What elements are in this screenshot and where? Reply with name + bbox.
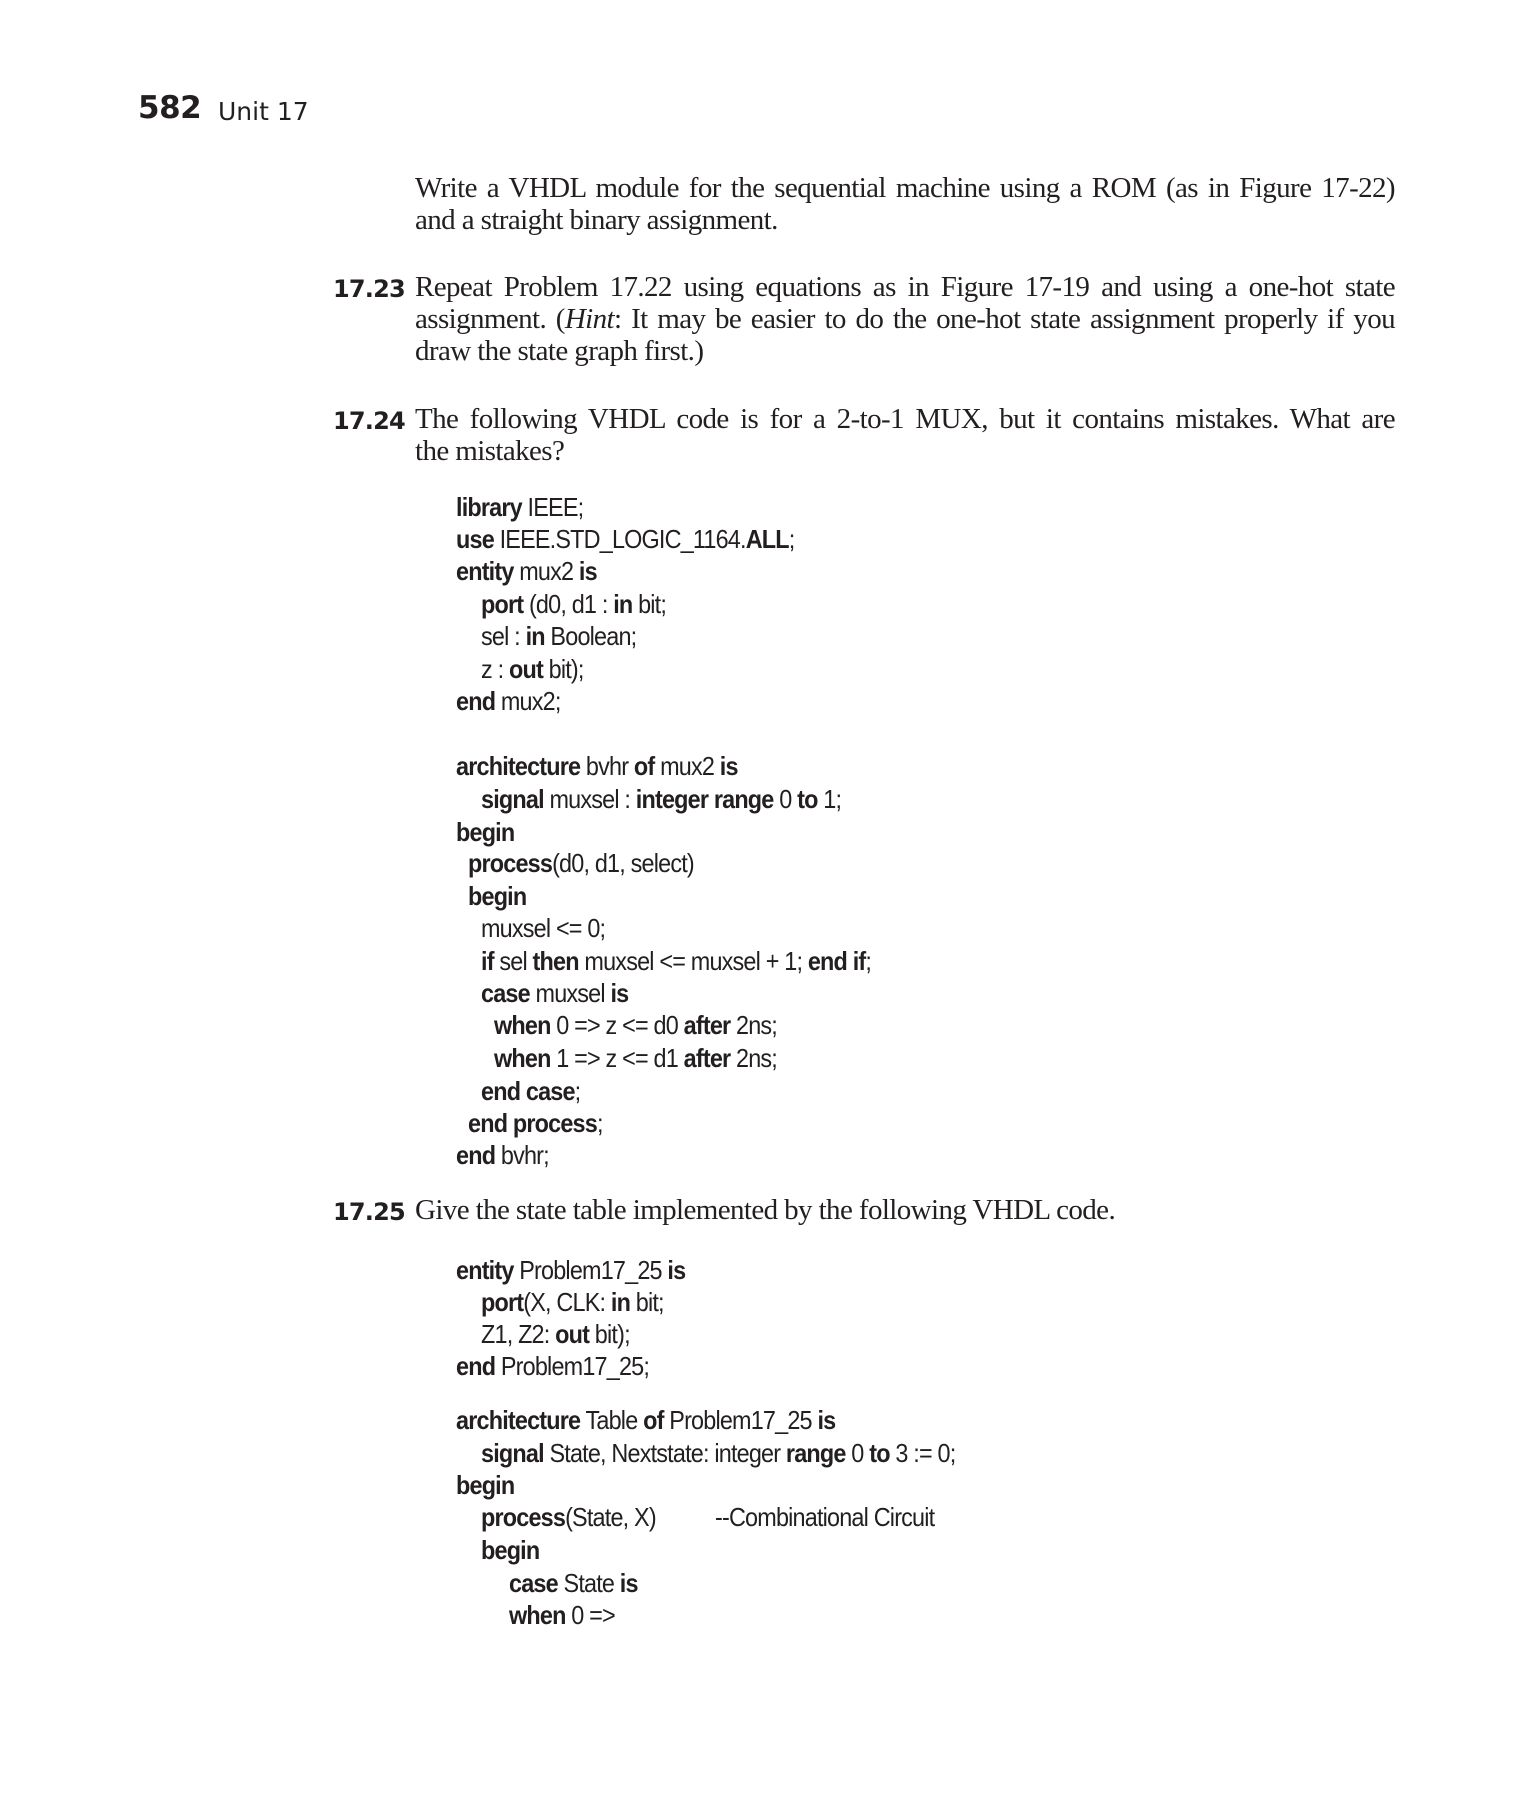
vhdl-keyword: is <box>619 1568 638 1598</box>
code-line: when 0 => z <= d0 after 2ns; <box>494 1010 778 1040</box>
code-line: end Problem17_25; <box>456 1351 650 1381</box>
problem-17-24-line-2: the mistakes? <box>415 435 565 467</box>
problem-17-23-line-2: assignment. (Hint: It may be easier to do the one-hot state assignment properly if you <box>415 303 1395 335</box>
vhdl-keyword: case <box>481 978 530 1008</box>
code-line: case muxsel is <box>481 978 629 1008</box>
code-line: use IEEE.STD_LOGIC_1164.ALL; <box>456 524 795 554</box>
vhdl-keyword: range <box>785 1438 846 1468</box>
code-line: signal State, Nextstate: integer range 0 to 3 := 0; <box>481 1438 956 1468</box>
vhdl-keyword: is <box>578 556 597 586</box>
code-line: z : out bit); <box>481 654 584 684</box>
code-line: Z1, Z2: out bit); <box>481 1319 630 1349</box>
code-line: signal muxsel : integer range 0 to 1; <box>481 784 842 814</box>
code-line: port (d0, d1 : in bit; <box>481 589 667 619</box>
vhdl-keyword: out <box>508 654 543 684</box>
code-line: entity mux2 is <box>456 556 597 586</box>
code-line: when 0 => <box>509 1600 615 1630</box>
vhdl-keyword: then <box>532 946 579 976</box>
vhdl-keyword: out <box>555 1319 590 1349</box>
vhdl-keyword: begin <box>456 1470 515 1500</box>
vhdl-keyword: end <box>456 1140 496 1170</box>
code-comment: --Combinational Circuit <box>715 1502 935 1532</box>
problem-number-17-25: 17.25 <box>333 1198 405 1226</box>
vhdl-keyword: begin <box>468 881 527 911</box>
vhdl-keyword: use <box>456 524 494 554</box>
problem-17-23-line-3: draw the state graph first.) <box>415 335 704 367</box>
problem-number-17-24: 17.24 <box>333 407 405 435</box>
code-line: when 1 => z <= d1 after 2ns; <box>494 1043 778 1073</box>
vhdl-keyword: in <box>610 1287 631 1317</box>
vhdl-keyword: is <box>667 1255 686 1285</box>
vhdl-keyword: entity <box>456 556 514 586</box>
intro-line-1: Write a VHDL module for the sequential machine using a ROM (as in Figure 17-22) <box>415 172 1395 204</box>
vhdl-keyword: integer range <box>635 784 774 814</box>
code-line: architecture Table of Problem17_25 is <box>456 1405 836 1435</box>
vhdl-keyword: begin <box>456 817 515 847</box>
code-line: muxsel <= 0; <box>481 913 606 943</box>
vhdl-keyword: process <box>468 848 553 878</box>
vhdl-keyword: signal <box>481 1438 544 1468</box>
vhdl-keyword: is <box>610 978 629 1008</box>
vhdl-keyword: of <box>643 1405 664 1435</box>
vhdl-keyword: architecture <box>456 751 581 781</box>
problem-17-25-line-1: Give the state table implemented by the following VHDL code. <box>415 1194 1116 1226</box>
vhdl-keyword: to <box>797 784 818 814</box>
vhdl-keyword: port <box>481 1287 524 1317</box>
code-line: end process; <box>468 1108 603 1138</box>
unit-label: Unit 17 <box>218 97 309 126</box>
vhdl-keyword: end if <box>807 946 866 976</box>
vhdl-keyword: to <box>869 1438 890 1468</box>
vhdl-keyword: in <box>525 621 545 651</box>
vhdl-keyword: entity <box>456 1255 514 1285</box>
code-line: if sel then muxsel <= muxsel + 1; end if; <box>481 946 872 976</box>
vhdl-keyword: is <box>817 1405 836 1435</box>
vhdl-keyword: if <box>481 946 494 976</box>
code-line: end bvhr; <box>456 1140 549 1170</box>
vhdl-keyword: library <box>456 492 522 522</box>
code-line: port(X, CLK: in bit; <box>481 1287 664 1317</box>
vhdl-keyword: end <box>456 686 496 716</box>
vhdl-keyword: when <box>494 1010 551 1040</box>
vhdl-keyword: process <box>481 1502 566 1532</box>
vhdl-keyword: after <box>683 1043 731 1073</box>
vhdl-keyword: end <box>456 1351 496 1381</box>
vhdl-keyword: in <box>613 589 633 619</box>
page-number: 582 <box>138 90 202 126</box>
vhdl-keyword: begin <box>481 1535 540 1565</box>
problem-17-24-line-1: The following VHDL code is for a 2-to-1 MUX, but it contains mistakes. What are <box>415 403 1395 435</box>
problem-17-23-line-1: Repeat Problem 17.22 using equations as in Figure 17-19 and using a one-hot state <box>415 271 1395 303</box>
code-line: process(d0, d1, select) <box>468 848 694 878</box>
hint-label: Hint <box>564 303 614 335</box>
problem-number-17-23: 17.23 <box>333 275 405 303</box>
vhdl-keyword: ALL <box>745 524 789 554</box>
code-line: end case; <box>481 1076 581 1106</box>
code-line <box>468 881 526 912</box>
vhdl-keyword: when <box>509 1600 566 1630</box>
code-line: process(State, X) <box>481 1502 656 1532</box>
code-line: sel : in Boolean; <box>481 621 637 651</box>
vhdl-keyword: after <box>683 1010 731 1040</box>
code-line: end mux2; <box>456 686 561 716</box>
vhdl-keyword: architecture <box>456 1405 581 1435</box>
code-line: library IEEE; <box>456 492 584 522</box>
vhdl-keyword: is <box>719 751 738 781</box>
vhdl-keyword: signal <box>481 784 544 814</box>
vhdl-keyword: end case <box>481 1076 575 1106</box>
code-line <box>456 1470 514 1501</box>
code-line: entity Problem17_25 is <box>456 1255 686 1285</box>
vhdl-keyword: of <box>633 751 655 781</box>
intro-line-2: and a straight binary assignment. <box>415 204 778 236</box>
code-line: architecture bvhr of mux2 is <box>456 751 738 781</box>
code-line <box>481 1535 539 1566</box>
vhdl-keyword: when <box>494 1043 551 1073</box>
code-line <box>456 817 514 848</box>
vhdl-keyword: end process <box>468 1108 597 1138</box>
code-line: case State is <box>509 1568 638 1598</box>
vhdl-keyword: port <box>481 589 524 619</box>
vhdl-keyword: case <box>509 1568 558 1598</box>
